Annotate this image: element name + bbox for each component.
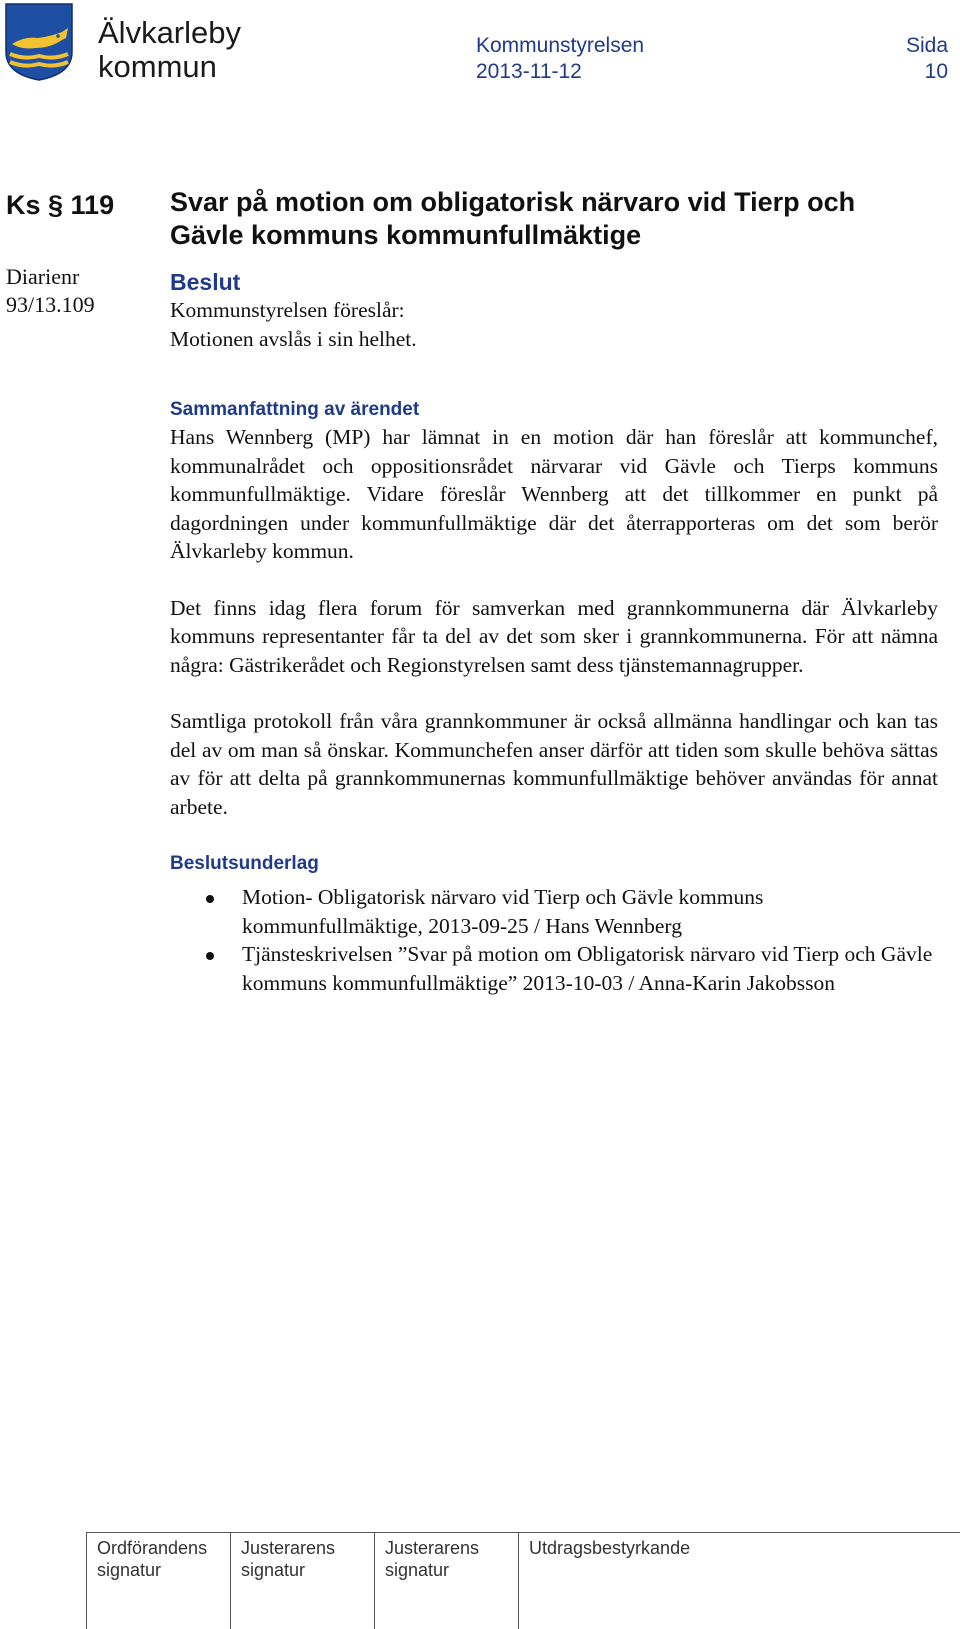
signature-label: signatur — [241, 1560, 306, 1580]
summary-heading: Sammanfattning av ärendet — [170, 399, 420, 420]
signature-label: Justerarens — [241, 1538, 336, 1558]
title-line1: Svar på motion om obligatorisk närvaro vid Tierp och — [170, 187, 856, 217]
document-title — [170, 186, 938, 252]
header-page-label: Sida — [905, 34, 948, 57]
summary-paragraph-2: Det finns idag flera forum för samverkan med grannkommunerna där Älvkarleby kommuns representanter får ta del av det som sker i grannkommunerna. För att nämna några: Gästrikerådet och Regionstyrelsen samt dess tjänstemannagrupper. — [170, 595, 938, 677]
underlag-heading: Beslutsunderlag — [170, 853, 319, 874]
list-item-text: Motion- Obligatorisk närvaro vid Tierp och Gävle kommuns kommunfullmäktige, 2013-09-25 / Hans Wennberg — [242, 885, 764, 938]
header-page-number: 10 — [924, 60, 948, 83]
title-line2: Gävle kommuns kommunfullmäktige — [170, 220, 642, 250]
municipality-logo — [4, 2, 74, 82]
signature-label: Utdragsbestyrkande — [529, 1538, 691, 1558]
organization-name — [98, 16, 241, 84]
bullet-icon — [206, 952, 214, 960]
signature-cell-adjuster-2 — [374, 1533, 518, 1629]
signature-label: Justerarens — [385, 1538, 480, 1558]
case-number: Ks § 119 — [6, 190, 115, 220]
signature-table — [86, 1532, 960, 1629]
bullet-icon — [206, 895, 214, 903]
org-name-line2: kommun — [98, 49, 217, 84]
main-content — [170, 186, 938, 997]
signature-cell-chair — [86, 1533, 230, 1629]
signature-cell-adjuster-1 — [230, 1533, 374, 1629]
list-item — [170, 940, 938, 997]
summary-paragraph-3: Samtliga protokoll från våra grannkommuner är också allmänna handlingar och kan tas del av om man så önskar. Kommunchefen anser därför att tiden som skulle behöva sättas av för att delta på grannkommunernas kommunfullmäktige behöver användas för annat arbete. — [170, 709, 938, 819]
list-item-text: Tjänsteskrivelsen ”Svar på motion om Obligatorisk närvaro vid Tierp och Gävle kommuns kommunfullmäktige” 2013-10-03 / Anna-Karin Jakobsson — [242, 942, 933, 995]
org-name-line1: Älvkarleby — [98, 15, 241, 50]
beslut-line1: Kommunstyrelsen föreslår: — [170, 298, 405, 322]
header-body: Kommunstyrelsen — [476, 34, 645, 57]
header-date: 2013-11-12 — [476, 60, 582, 83]
summary-paragraph-1: Hans Wennberg (MP) har lämnat in en motion där han föreslår att kommunchef, kommunalrådet och oppositionsrådet närvarar vid Gävle och Tierps kommuns kommunfullmäktige. Vidare föreslår Wennberg att det tillkommer en punkt på dagordningen under kommunfullmäktige där det återrapporteras om det som berör Älvkarleby kommun. — [170, 425, 938, 563]
signature-label: signatur — [97, 1560, 162, 1580]
beslut-heading: Beslut — [170, 269, 241, 295]
beslut-line2: Motionen avslås i sin helhet. — [170, 326, 417, 351]
diarienr-label: Diarienr — [6, 264, 80, 289]
signature-cell-certification — [518, 1533, 960, 1629]
signature-label: Ordförandens — [97, 1538, 208, 1558]
list-item — [170, 883, 938, 940]
signature-label: signatur — [385, 1560, 450, 1580]
diarienr-value: 93/13.109 — [6, 292, 95, 317]
underlag-list — [170, 883, 938, 997]
